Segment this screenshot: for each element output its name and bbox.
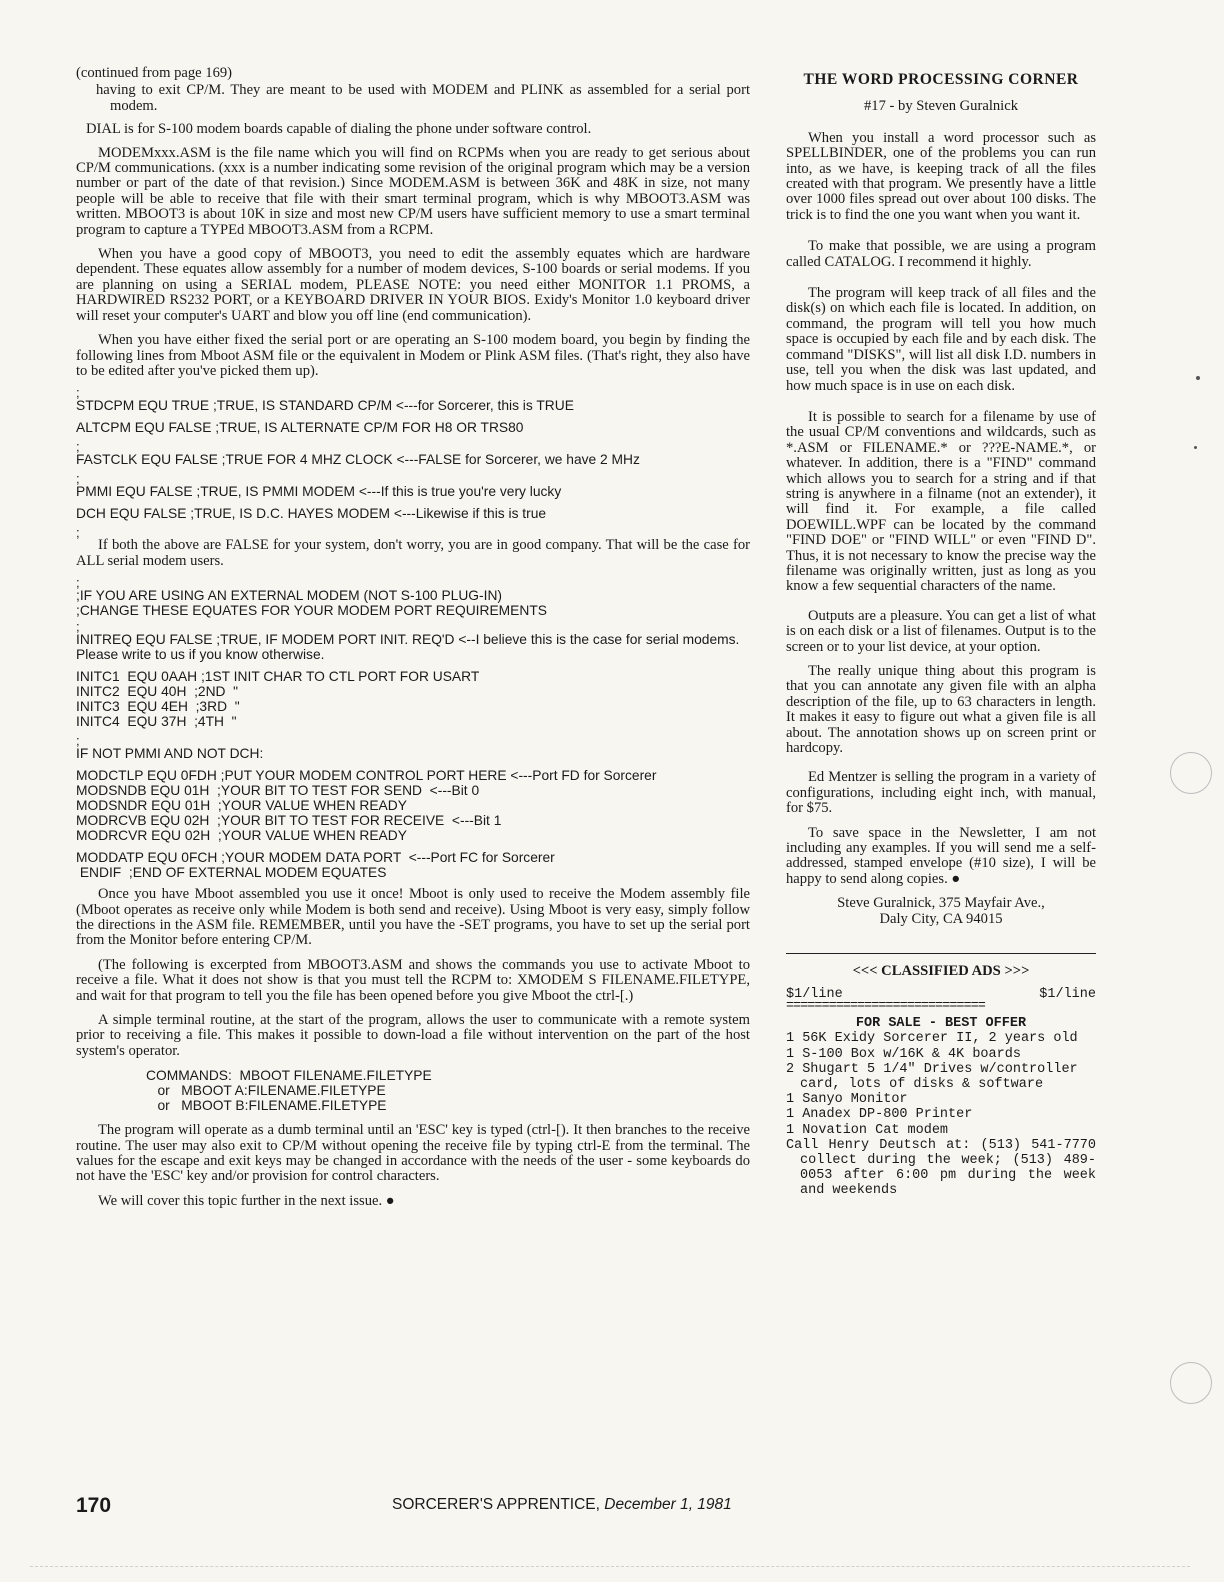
list-item: 1 Novation Cat modem: [786, 1122, 949, 1138]
edit-equates-paragraph: When you have a good copy of MBOOT3, you need to edit the assembly equates which are hardware dependent. These equates allow assembly for a number of modem devices, S-100 boards or serial modems. If you are planning on using a SERIAL modem, PLEASE NOTE: you need either MONITOR 1.1 PROMS, a HARDWIRED RS232 PORT, or a KEYBOARD DRIVER IN YOUR BIOS. Exidy's Monitor 1.0 keyboard driver will reset your computer's UART and blow you off line (end communication).: [76, 246, 750, 324]
code-block-if: [76, 733, 750, 762]
right-column: [786, 68, 1096, 1199]
wp-paragraph-2: To make that possible, we are using a program called CATALOG. I recommend it highly.: [786, 238, 1096, 270]
binder-hole-mark: [1170, 752, 1212, 794]
list-item: 1 Anadex DP-800 Printer: [786, 1107, 973, 1123]
code-line-modrcvb: MODRCVB EQU 02H ;YOUR BIT TO TEST FOR RECEIVE <---Bit 1: [76, 813, 502, 829]
author-address-line-2: Daly City, CA 94015: [879, 910, 1003, 927]
code-line-initc3: INITC3 EQU 4EH ;3RD ": [76, 699, 240, 715]
code-semicolon: ;: [76, 575, 80, 591]
wp-paragraph-8: To save space in the Newsletter, I am not including any examples. If you will send me a self-addressed, stamped envelope (#10 size), I will be happy to send along copies. ●: [786, 824, 1096, 887]
code-line-ext1: ;IF YOU ARE USING AN EXTERNAL MODEM (NOT S-100 PLUG-IN): [76, 588, 502, 604]
scan-speck: [1194, 446, 1197, 449]
binder-hole-mark: [1170, 1362, 1212, 1404]
byline: #17 - by Steven Guralnick: [863, 98, 1018, 115]
code-block-initreq: [76, 619, 750, 663]
terminal-routine-paragraph: A simple terminal routine, at the start of the program, allows the user to communicate with a remote system prior to receiving a file. This makes it possible to down-load a file without intervention on the part of the host system's operator.: [76, 1011, 750, 1059]
list-item: 1 S-100 Box w/16K & 4K boards: [786, 1046, 1021, 1062]
both-false-paragraph: If both the above are FALSE for your system, don't worry, you are in good company. That will be the case for ALL serial modem users.: [76, 537, 750, 569]
publication-line: [392, 1496, 732, 1514]
wp-paragraph-6: The really unique thing about this program is that you can annotate any given file with an alpha description of the file, up to 63 characters in length. It makes it easy to figure out what a given file is all about. The annotation shows up on screen print or hardcopy.: [786, 663, 1096, 757]
code-line-modsndb: MODSNDB EQU 01H ;YOUR BIT TO TEST FOR SEND <---Bit 0: [76, 783, 480, 799]
commands-block: [146, 1068, 750, 1113]
wp-paragraph-4: It is possible to search for a filename by use of the usual CP/M conventions and wildcards, such as *.ASM or FILENAME.* or ???E-NAME.*, or whatever. In addition, there is a "FIND" command which allows you to search for a string and if that string is anywhere in a filname (not an extender), it will find it. For example, a file called DOEWILL.WPF can be located by the command "FIND DOE" or "FIND WILL" or even "FIND D". Thus, it is not necessary to know the precise way the filename was originally written, just as long as you know a few sequential characters of the name.: [786, 408, 1096, 595]
code-line-ext2: ;CHANGE THESE EQUATES FOR YOUR MODEM PORT REQUIREMENTS: [76, 603, 547, 619]
code-semicolon: ;: [76, 385, 80, 401]
continued-line: (continued from page 169): [76, 65, 233, 81]
code-semicolon: ;: [76, 733, 80, 749]
rate-left: $1/line: [786, 986, 843, 1002]
command-line-1: COMMANDS: MBOOT FILENAME.FILETYPE: [146, 1068, 432, 1084]
code-line-stdcpm: STDCPM EQU TRUE ;TRUE, IS STANDARD CP/M <---for Sorcerer, this is TRUE: [76, 398, 574, 414]
closing-paragraph: We will cover this topic further in the next issue. ●: [98, 1192, 395, 1209]
code-line-altcpm: ALTCPM EQU FALSE ;TRUE, IS ALTERNATE CP/M FOR H8 OR TRS80: [76, 420, 524, 436]
list-item: 1 Sanyo Monitor: [786, 1092, 908, 1108]
contact-info: Call Henry Deutsch at: (513) 541-7770 collect during the week; (513) 489-0053 after 6:00 pm during the week and weekends: [786, 1137, 1096, 1199]
section-divider: [786, 953, 1096, 954]
classified-title: <<< CLASSIFIED ADS >>>: [852, 963, 1030, 980]
code-line-modrcvr: MODRCVR EQU 02H ;YOUR VALUE WHEN READY: [76, 828, 407, 844]
code-line-moddatp: MODDATP EQU 0FCH ;YOUR MODEM DATA PORT <---Port FC for Sorcerer: [76, 850, 555, 866]
rate-right: $1/line: [1039, 986, 1096, 1002]
code-line-modctlp: MODCTLP EQU 0FDH ;PUT YOUR MODEM CONTROL PORT HERE <---Port FD for Sorcerer: [76, 768, 657, 784]
page-number: 170: [76, 1494, 112, 1517]
issue-date: December 1, 1981: [604, 1496, 732, 1513]
code-block-external: [76, 575, 750, 619]
command-line-2: or MBOOT A:FILENAME.FILETYPE: [146, 1083, 386, 1099]
code-line-fastclk: FASTCLK EQU FALSE ;TRUE FOR 4 MHZ CLOCK <---FALSE for Sorcerer, we have 2 MHz: [76, 452, 640, 468]
code-semicolon: ;: [76, 525, 80, 541]
scan-speck: [1196, 376, 1200, 380]
code-semicolon: ;: [76, 439, 80, 455]
modem-asm-paragraph: MODEMxxx.ASM is the file name which you will find on RCPMs when you are ready to get serious about CP/M communications. (xxx is a number indicating some revision of the original program which may be a version number or part of the date of that revision.) Since MODEM.ASM is between 36K and 48K in size, not many people will be able to receive that file with their smart terminal program, which is why MBOOT3.ASM was written. MBOOT3 is about 10K in size and most new CP/M users have sufficient memory to use a smart terminal program to capture a TYPEd MBOOT3.ASM from a RCPM.: [76, 144, 750, 238]
code-line-dch: DCH EQU FALSE ;TRUE, IS D.C. HAYES MODEM <---Likewise if this is true: [76, 506, 547, 522]
code-line-initc2: INITC2 EQU 40H ;2ND ": [76, 684, 239, 700]
code-semicolon: ;: [76, 619, 80, 635]
wp-paragraph-5: Outputs are a pleasure. You can get a list of what is on each disk or a list of filenames. Output is to the screen or to your list device, at your option.: [786, 607, 1096, 655]
dumb-terminal-paragraph: The program will operate as a dumb terminal until an 'ESC' key is typed (ctrl-[). It then branches to the receive routine. The user may also exit to CP/M without opening the receive file by typing ctrl-E from the terminal. The values for the escape and exit keys may be changed in accordance with the needs of the user - some keyboards do not have the 'ESC' key and/or provision for control characters.: [76, 1122, 750, 1185]
code-line-initreq: INITREQ EQU FALSE ;TRUE, IF MODEM PORT INIT. REQ'D <--I believe this is the case for serial modems. Please write to us if you know otherwise.: [76, 632, 740, 663]
magazine-name: SORCERER'S APPRENTICE,: [392, 1496, 600, 1513]
wp-paragraph-3: The program will keep track of all files and the disk(s) on which each file is located. In addition, on command, the program will tell you how much space is occupied by each file and by each disk. The command "DISKS", will list all disk I.D. numbers in use, tell you when the disk was last updated, and how much space is in use on each disk.: [786, 285, 1096, 394]
code-block-ports: [76, 768, 750, 843]
mboot-once-paragraph: Once you have Mboot assembled you use it once! Mboot is only used to receive the Modem assembly file (Mboot operates as receive only while Modem is both send and receive). Using Mboot is very easy, simply follow the directions in the ASM file. REMEMBER, until you have the -SET programs, you have to set up the serial port from the Monitor before entering CP/M.: [76, 886, 750, 949]
list-item: 1 56K Exidy Sorcerer II, 2 years old: [786, 1031, 1078, 1047]
wp-paragraph-7: Ed Mentzer is selling the program in a variety of configurations, including eight inch, with manual, for $75.: [786, 769, 1096, 817]
excerpt-paragraph: (The following is excerpted from MBOOT3.ASM and shows the commands you use to activate Mboot to receive a file. What it does not show is that you must tell the RCPM to: XMODEM S FILENAME.FILETYPE, and wait for that program to tell you the file has been opened before you give Mboot the ctrl-[.): [76, 956, 750, 1004]
code-line-initc4: INITC4 EQU 37H ;4TH ": [76, 714, 237, 730]
scan-edge-line: [30, 1566, 1190, 1567]
code-block-datp: [76, 850, 750, 880]
wp-paragraph-1: When you install a word processor such as SPELLBINDER, one of the problems you can run into, as we have, is keeping track of all the files created with that program. We presently have a little over 1000 files spread out over about 100 disks. The trick is to find the one you want when you want it.: [786, 129, 1096, 223]
dial-paragraph: DIAL is for S-100 modem boards capable of dialing the phone under software control.: [86, 121, 592, 138]
code-semicolon: ;: [76, 471, 80, 487]
code-block-pmmi: [76, 471, 750, 500]
for-sale-heading: FOR SALE - BEST OFFER: [855, 1015, 1027, 1031]
code-block-init: [76, 669, 750, 729]
list-item: 2 Shugart 5 1/4" Drives w/controller card, lots of disks & software: [786, 1061, 1078, 1092]
code-line-if: IF NOT PMMI AND NOT DCH:: [76, 746, 264, 762]
code-block-fastclk: [76, 439, 750, 468]
code-line-endif: ENDIF ;END OF EXTERNAL MODEM EQUATES: [76, 865, 387, 881]
code-line-modsndr: MODSNDR EQU 01H ;YOUR VALUE WHEN READY: [76, 798, 407, 814]
equals-rule: ============================: [786, 1001, 985, 1012]
code-line-pmmi: PMMI EQU FALSE ;TRUE, IS PMMI MODEM <---If this is true you're very lucky: [76, 484, 562, 500]
command-line-3: or MBOOT B:FILENAME.FILETYPE: [146, 1098, 387, 1114]
classified-list: [786, 1031, 1096, 1198]
author-address-line-1: Steve Guralnick, 375 Mayfair Ave.,: [837, 895, 1045, 912]
plink-paragraph: having to exit CP/M. They are meant to be used with MODEM and PLINK as assembled for a serial port modem.: [96, 82, 750, 114]
left-column: [76, 66, 750, 1218]
serial-port-paragraph: When you have either fixed the serial port or are operating an S-100 modem board, you begin by finding the following lines from Mboot ASM file or the equivalent in Modem or Plink ASM files. (That's right, they also have to be edited after you've picked them up).: [76, 332, 750, 379]
classified-rates: [786, 987, 1096, 1002]
column-title: THE WORD PROCESSING CORNER: [803, 71, 1079, 88]
code-block-equates: [76, 385, 750, 414]
code-line-initc1: INITC1 EQU 0AAH ;1ST INIT CHAR TO CTL PORT FOR USART: [76, 669, 480, 685]
